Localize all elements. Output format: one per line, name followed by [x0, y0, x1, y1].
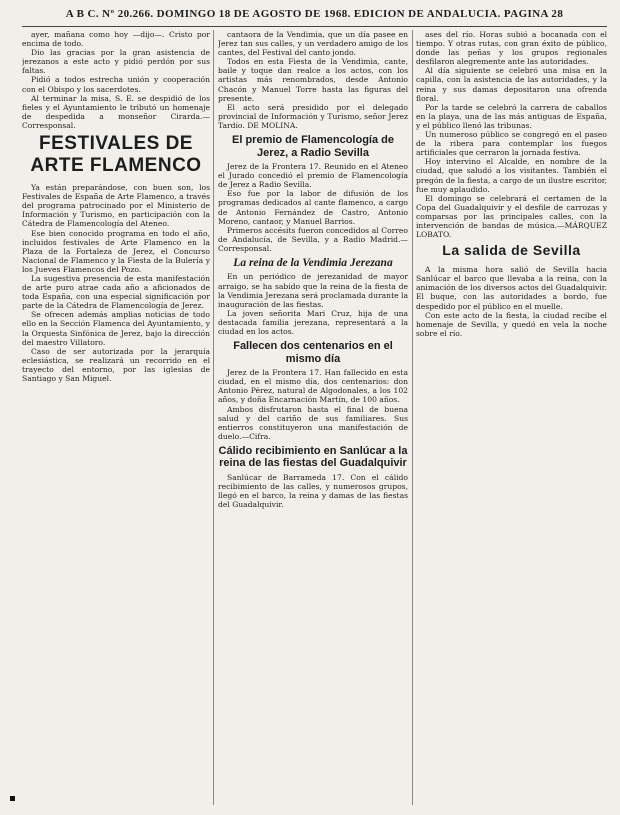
- paragraph: La sugestiva presencia de esta manifestación de arte puro atrae cada año a aficionados de toda España, con una especial significación por parte de la Cátedra de Flamencología de Jerez.: [22, 273, 210, 311]
- paragraph: Todos en esta Fiesta de la Vendimia, cante, baile y toque dan realce a los actos, con los artistas más renombrados, desde Antonio Chacón y Manuel Torre hasta las figuras del presente.: [218, 57, 408, 103]
- paragraph: Jerez de la Frontera 17. Han fallecido en esta ciudad, en el mismo día, dos centenarios: don Antonio Pérez, natural de Algodonales, a los 102 años, y doña Encarnación Martín, de 100 años.: [218, 368, 408, 405]
- headline-sanlucar: Cálido recibimiento en Sanlúcar a la reina de las fiestas del Guadalquivir: [218, 444, 408, 470]
- headline-salida-sevilla: La salida de Sevilla: [442, 242, 581, 259]
- column-2: [218, 30, 408, 805]
- paragraph: Caso de ser autorizada por la jerarquía eclesiástica, se realizará un recorrido en el trayecto del entorno, por las iglesias de Santiago y San Miguel.: [22, 346, 210, 383]
- paragraph: Se ofrecen además amplias noticias de todo ello en la Sección Flamenca del Ayuntamiento, y la Orquesta Sinfónica de Jerez, bajo la dirección del maestro Villatoro.: [22, 310, 210, 347]
- paragraph: Ambos disfrutaron hasta el final de buena salud y del cariño de sus familiares. Sus entierros constituyeron una manifestación de duelo.—Cifra.: [218, 404, 408, 441]
- paragraph: ases del río. Horas subió a bocanada con el tiempo. Y otras rutas, con gran éxito de público, donde las peñas y los grupos regionales desfilaron alegremente ante las autoridades.: [416, 30, 607, 67]
- headline-premio-flamencologia: El premio de Flamencología de Jerez, a Radio Sevilla: [232, 134, 394, 159]
- paragraph: Al día siguiente se celebró una misa en la capilla, con la asistencia de las autoridades, y la reina y sus damas depositaron una ofrenda floral.: [416, 66, 607, 103]
- paragraph: Hoy intervino el Alcalde, en nombre de la ciudad, que saludó a los visitantes. También el pregón de la fiesta, a cargo de un ilustre escritor, fue muy aplaudido.: [416, 157, 607, 194]
- paragraph: Con este acto de la fiesta, la ciudad recibe el homenaje de Sevilla, y quedó en vela la noche sobre el río.: [416, 310, 607, 338]
- column-divider: [412, 30, 413, 805]
- column-divider: [213, 30, 214, 805]
- paragraph: Primeros accésits fueron concedidos al Correo de Andalucía, de Sevilla, y a Radio Madrid.—Corresponsal.: [218, 225, 408, 253]
- headline-centenarios: Fallecen dos centenarios en el mismo día: [233, 340, 393, 365]
- paragraph: A la misma hora salió de Sevilla hacia Sanlúcar el barco que llevaba a la reina, con la animación de los diversos actos del Guadalquivir. El buque, con las autoridades a bordo, fue despedido por el público en el muelle.: [416, 265, 607, 311]
- paragraph: Un numeroso público se congregó en el paseo de la ribera para contemplar los fuegos artificiales que cerraron la jornada festiva.: [416, 130, 607, 158]
- paragraph: Por la tarde se celebró la carrera de caballos en la playa, una de las más antiguas de España, y el público llenó las tribunas.: [416, 102, 607, 130]
- headline-festivales: FESTIVALES DE ARTE FLAMENCO: [30, 133, 202, 177]
- column-3: [416, 30, 607, 805]
- paragraph: ayer, mañana como hoy —dijo—. Cristo por encima de todo.: [22, 30, 210, 49]
- newspaper-page: [22, 4, 607, 810]
- column-1: [22, 30, 210, 805]
- paragraph: La joven señorita Mari Cruz, hija de una destacada familia jerezana, representará a la ciudad en los actos.: [218, 308, 408, 337]
- paragraph: Pidió a todos estrecha unión y cooperación con el Obispo y los sacerdotes.: [22, 75, 210, 94]
- paragraph: cantaora de la Vendimia, que un día pasee en Jerez tan sus calles, y un verdadero amigo de los cantes, del Festival del canto jondo.: [218, 30, 408, 58]
- paragraph: En un periódico de jerezanidad de mayor arraigo, se ha sabido que la reina de la fiesta de la Vendimia Jerezana será proclamada durante la inauguración de las fiestas.: [218, 272, 408, 309]
- headline-reina-vendimia: La reina de la Vendimia Jerezana: [233, 256, 393, 269]
- paragraph: Ese bien conocido programa en todo el año, incluidos festivales de Arte Flamenco en la Plaza de la Fortaleza de Jerez, el Concurso Nacional de Flamenco y la Fiesta de la Bulería y los Jueves Flamencos del Pozo.: [22, 228, 210, 274]
- paragraph: Eso fue por la labor de difusión de los programas dedicados al cante flamenco, a cargo de Antonio Fernández de Castro, Antonio Moreno, cantaor, y Manuel Barrios.: [218, 189, 408, 226]
- paragraph: El domingo se celebrará el certamen de la Copa del Guadalquivir y el desfile de carrozas y comparsas por las principales calles, con la intervención de bandas de música.—MÁRQUEZ LOBATO.: [416, 193, 607, 240]
- print-mark: [10, 796, 15, 801]
- page-header: A B C. Nº 20.266. DOMINGO 18 DE AGOSTO DE 1968. EDICION DE ANDALUCIA. PAGINA 28: [65, 8, 564, 20]
- paragraph: El acto será presidido por el delegado provincial de Información y Turismo, señor Jerez Tardío. DE MOLINA.: [218, 102, 408, 130]
- paragraph: Ya están preparándose, con buen son, los Festivales de España de Arte Flamenco, a través del programa patrocinado por el Ministerio de Información y Turismo, en participación con la Cátedra de Flamencología del Ateneo.: [22, 183, 210, 229]
- paragraph: Sanlúcar de Barrameda 17. Con el cálido recibimiento de las calles, y numerosos grupos, llegó en el barco, la reina y damas de las fiestas del Guadalquivir.: [218, 472, 408, 510]
- paragraph: Dio las gracias por la gran asistencia de jerezanos a este acto y pidió perdón por sus faltas.: [22, 48, 210, 76]
- paragraph: Al terminar la misa, S. E. se despidió de los fieles y el Ayuntamiento le tributó un homenaje de despedida a monseñor Cirarda.—Corresponsal.: [22, 93, 210, 130]
- paragraph: Jerez de la Frontera 17. Reunido en el Ateneo el Jurado concedió el premio de Flamencología de Jerez a Radio Sevilla.: [218, 162, 408, 190]
- header-rule: [22, 26, 607, 27]
